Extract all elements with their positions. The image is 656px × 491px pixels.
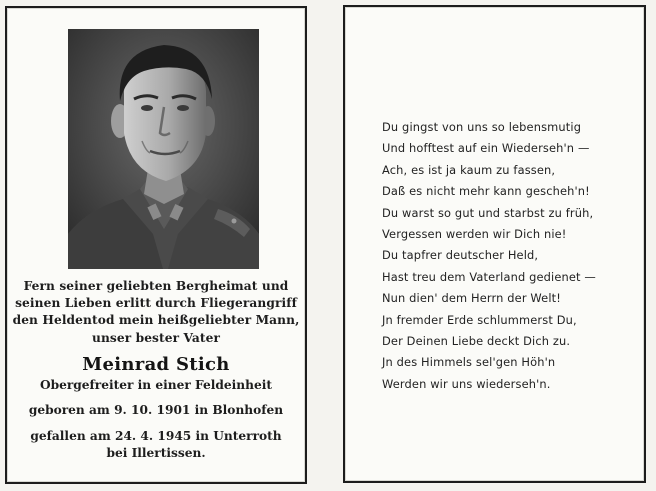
poem-line: Daß es nicht mehr kann gescheh'n! <box>382 184 590 199</box>
poem-line: Nun dien' dem Herrn der Welt! <box>382 291 561 306</box>
poem-line: Jn fremder Erde schlummerst Du, <box>382 312 577 327</box>
military-rank: Obergefreiter in einer Feldeinheit <box>39 377 273 392</box>
intro-line: den Heldentod mein heißgeliebter Mann, <box>12 313 300 328</box>
poem-line: Du warst so gut und starbst zu früh, <box>382 205 594 220</box>
deceased-name: Meinrad Stich <box>82 353 230 375</box>
death-line: gefallen am 24. 4. 1945 in Unterroth <box>30 428 282 443</box>
poem-line: Du gingst von uns so lebensmutig <box>382 120 582 134</box>
poem-line: Werden wir uns wiederseh'n. <box>382 376 551 391</box>
memorial-card-front <box>5 6 307 484</box>
memorial-text <box>7 278 305 462</box>
poem-line: Hast treu dem Vaterland gedienet — <box>382 269 596 284</box>
intro-line: Fern seiner geliebten Bergheimat und <box>23 279 289 293</box>
intro-line: seinen Lieben erlitt durch Fliegerangriff <box>15 296 297 311</box>
memorial-card-back <box>343 5 646 483</box>
poem-line: Und hofftest auf ein Wiederseh'n — <box>382 141 590 156</box>
poem-line: Jn des Himmels sel'gen Höh'n <box>382 355 556 370</box>
intro-line: unser bester Vater <box>91 330 221 345</box>
poem-line: Vergessen werden wir Dich nie! <box>382 227 567 242</box>
poem-line: Du tapfrer deutscher Held, <box>382 248 539 263</box>
death-info <box>7 428 305 462</box>
birth-info: geboren am 9. 10. 1901 in Blonhofen <box>28 402 284 417</box>
poem-line: Ach, es ist ja kaum zu fassen, <box>382 162 556 177</box>
death-line: bei Illertissen. <box>106 445 206 460</box>
poem-line: Der Deinen Liebe deckt Dich zu. <box>382 334 571 349</box>
memorial-poem <box>382 117 632 395</box>
soldier-portrait-photo <box>68 29 259 269</box>
